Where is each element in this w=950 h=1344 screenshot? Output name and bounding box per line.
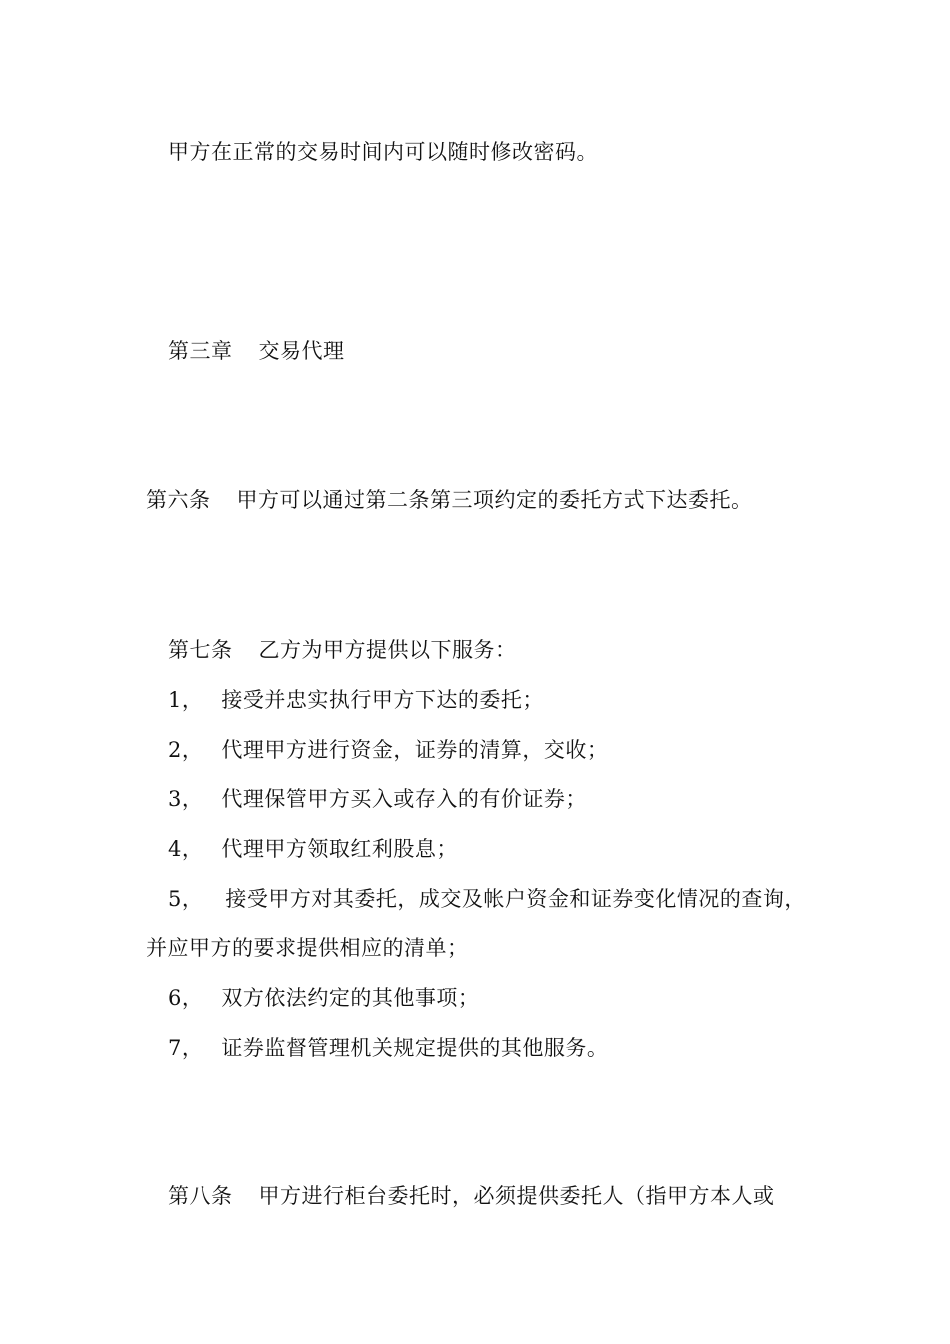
list-item xyxy=(168,1033,608,1063)
article-8-number: 第八条 xyxy=(168,1184,233,1208)
list-item-text: 代理甲方领取红利股息； xyxy=(221,837,458,861)
list-item-text: 代理甲方进行资金，证券的清算，交收； xyxy=(221,738,609,762)
list-item-text: 代理保管甲方买入或存入的有价证券； xyxy=(221,787,587,811)
list-item xyxy=(168,685,544,715)
list-item-text: 接受并忠实执行甲方下达的委托； xyxy=(221,688,544,712)
chapter-number: 第三章 xyxy=(168,339,233,363)
article-7-text: 乙方为甲方提供以下服务： xyxy=(258,638,517,662)
list-item-text: 接受甲方对其委托，成交及帐户资金和证券变化情况的查询， xyxy=(225,887,806,911)
chapter-title: 交易代理 xyxy=(258,339,345,363)
list-item-number: 2， xyxy=(168,738,204,762)
chapter-heading xyxy=(168,336,345,366)
list-item-number: 7， xyxy=(168,1036,204,1060)
article-8 xyxy=(168,1181,775,1211)
list-item xyxy=(168,834,458,864)
list-item-number: 1， xyxy=(168,688,204,712)
list-item xyxy=(168,983,479,1013)
list-item-text: 证券监督管理机关规定提供的其他服务。 xyxy=(221,1036,609,1060)
list-item-number: 4， xyxy=(168,837,204,861)
article-6-number: 第六条 xyxy=(146,488,211,512)
list-item xyxy=(168,735,608,765)
article-6-text: 甲方可以通过第二条第三项约定的委托方式下达委托。 xyxy=(236,488,753,512)
list-item xyxy=(168,884,806,914)
article-6 xyxy=(146,485,753,515)
list-item-continuation: 并应甲方的要求提供相应的清单； xyxy=(146,936,469,960)
article-8-text: 甲方进行柜台委托时，必须提供委托人（指甲方本人或 xyxy=(258,1184,775,1208)
list-item-number: 5， xyxy=(168,887,204,911)
article-7 xyxy=(168,635,517,665)
list-item xyxy=(168,784,587,814)
list-item-number: 6， xyxy=(168,986,204,1010)
list-item-text: 双方依法约定的其他事项； xyxy=(221,986,480,1010)
list-item-number: 3， xyxy=(168,787,204,811)
paragraph-password: 甲方在正常的交易时间内可以随时修改密码。 xyxy=(168,140,598,164)
article-7-number: 第七条 xyxy=(168,638,233,662)
